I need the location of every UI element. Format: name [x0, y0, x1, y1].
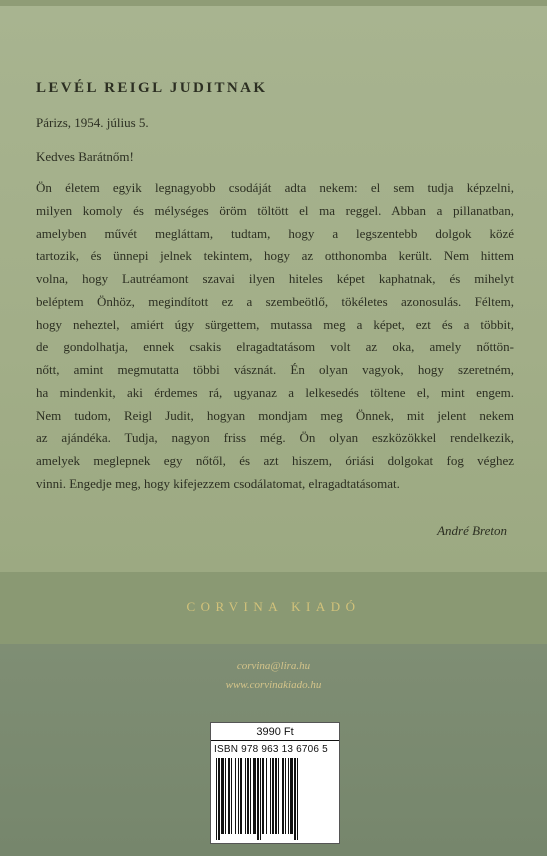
letter-salutation: Kedves Barátnőm!: [36, 149, 134, 164]
barcode-bar: [247, 758, 249, 834]
letter-heading: LEVÉL REIGL JUDITNAK: [36, 80, 268, 96]
barcode-bar: [245, 758, 246, 834]
barcode-bar: [266, 758, 267, 834]
barcode-bar: [288, 758, 289, 834]
barcode-bar: [260, 758, 261, 840]
barcode-bar: [238, 758, 239, 834]
letter-line: volna, hogy Lautréamont szavai ilyen hiteles képet kaphatnak, és mihelyt: [36, 271, 514, 286]
letter-line: tartozik, és ünnepi jelnek tekintem, hogy az otthonomba került. Nem hittem: [36, 248, 514, 264]
barcode-bar: [294, 758, 296, 840]
barcode-bar: [225, 758, 226, 834]
barcode-bar: [262, 758, 264, 834]
publisher-email[interactable]: corvina@lira.hu: [236, 660, 311, 672]
barcode-bar: [257, 758, 259, 840]
barcode-bar: [221, 758, 224, 834]
barcode-bar: [240, 758, 242, 834]
barcode-bar: [290, 758, 293, 834]
letter-signature: André Breton: [437, 523, 507, 538]
letter-line: ha mindenkit, aki érdemes rá, ugyanaz a lelkesedés töltene el, mint engem.: [36, 384, 514, 400]
barcode-bar: [275, 758, 277, 834]
letter-line: beléptem Önhöz, megindított ez a szembeötlő, tökéletes azonosulás. Féltem,: [36, 293, 514, 309]
letter-body: [36, 177, 514, 496]
letter-line: nőtt, amint megmutatta többi vásznát. Én olyan vagyok, hogy szeretném,: [36, 362, 514, 377]
top-edge: [0, 0, 547, 6]
letter-line: Nem tudom, Reigl Judit, hogyan mondjam meg Önnek, mit jelent nekem: [36, 407, 514, 423]
barcode-bar: [228, 758, 230, 834]
barcode-graphic: [214, 758, 336, 840]
letter-line: de gondolhatja, ennek csakis elragadtatásom volt az oka, amely nőttön-: [36, 339, 514, 355]
barcode-bar: [250, 758, 251, 834]
barcode-bar: [297, 758, 298, 840]
publisher-website[interactable]: www.corvinakiado.hu: [225, 679, 322, 691]
barcode-label: [210, 722, 340, 844]
letter-line: Ön életem egyik legnagyobb csodáját adta nekem: el sem tudja képzelni,: [36, 180, 514, 195]
letter-line: az ajándéka. Tudja, nagyon friss még. Ön olyan eszközökkel rendelkezik,: [36, 430, 514, 446]
letter-line: hogy neheztel, amiért úgy sürgettem, mutassa meg a képet, ezt és a többit,: [36, 316, 514, 332]
barcode-bar: [278, 758, 279, 834]
letter-line: amelyek meglepnek egy nőtől, és azt hiszem, óriási dolgokat fog véghez: [36, 453, 514, 468]
letter-line: milyen komoly és mélységes öröm töltött el ma reggel. Abban a pillanatban,: [36, 202, 514, 218]
publisher-name: CORVINA KIADÓ: [186, 599, 361, 614]
barcode-bar: [282, 758, 284, 834]
barcode-bar: [216, 758, 217, 840]
isbn-label: ISBN 978 963 13 6706 5: [214, 744, 328, 755]
barcode-bar: [235, 758, 236, 834]
barcode-bar: [253, 758, 256, 834]
letter-line: amelyben művét megláttam, tudtam, hogy a legszentebb dolgok közé: [36, 225, 514, 241]
price-label: 3990 Ft: [211, 725, 339, 741]
barcode-bar: [218, 758, 220, 840]
letter-line: vinni. Engedje meg, hogy kifejezzem csodálatomat, elragadtatásomat.: [36, 475, 400, 491]
barcode-bar: [270, 758, 271, 834]
barcode-bar: [285, 758, 286, 834]
barcode-bar: [231, 758, 232, 834]
letter-dateline: Párizs, 1954. július 5.: [36, 115, 149, 130]
barcode-bar: [272, 758, 274, 834]
